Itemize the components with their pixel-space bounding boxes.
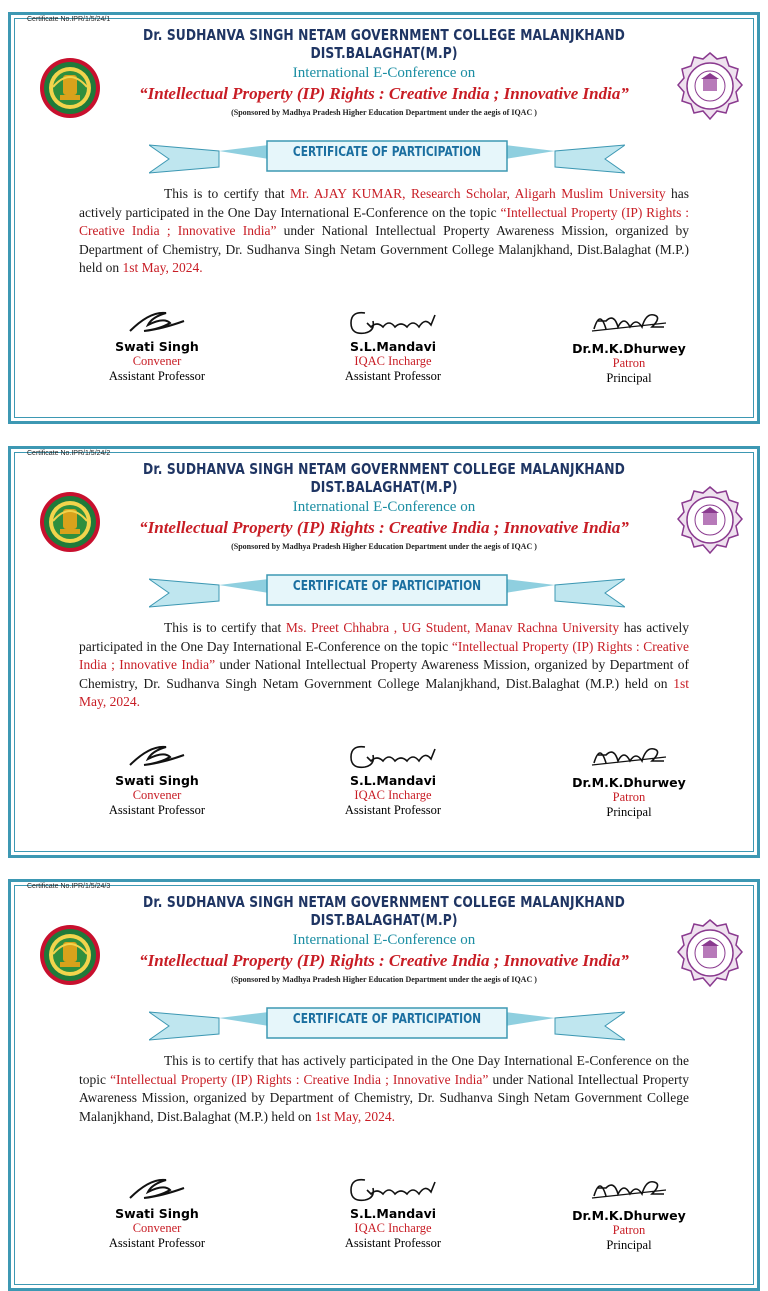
event-date: 1st May, 2024. xyxy=(122,260,203,275)
certificate-title: CERTIFICATE OF PARTICIPATION xyxy=(292,579,482,594)
signatory-designation: Principal xyxy=(606,371,652,385)
certificate-2 xyxy=(8,446,760,858)
certificate-number: Certificate No.IPR/1/5/24/3 xyxy=(27,883,111,890)
conference-line: International E-Conference on xyxy=(292,932,476,948)
participant-name: Ms. Preet Chhabra , xyxy=(285,620,398,635)
signatory-designation: Principal xyxy=(606,805,652,819)
topic-text: “Intellectual Property (IP) Rights : Creative India ; Innovative India” xyxy=(110,1071,489,1087)
signatory-designation: Assistant Professor xyxy=(344,369,442,383)
signatory-iqac xyxy=(303,739,483,818)
conference-theme: “Intellectual Property (IP) Rights : Creative India ; Innovative India” xyxy=(139,951,629,970)
signatory-patron xyxy=(539,739,719,820)
signatory-designation: Assistant Professor xyxy=(344,803,442,817)
signatory-patron xyxy=(539,305,719,386)
signatory-role: Convener xyxy=(132,788,182,802)
mission-text: under National Intellectual Property Awareness Mission, organized by Department of Chemistry, Dr. Sudhanva Singh Netam Government College Malanjkhand, Dist.Balaghat (M.P.) held on xyxy=(79,223,690,275)
signatory-designation: Assistant Professor xyxy=(108,369,206,383)
signatory-convener xyxy=(67,1172,247,1251)
certificate-number: Certificate No.IPR/1/5/24/2 xyxy=(27,450,111,457)
certificate-title: CERTIFICATE OF PARTICIPATION xyxy=(292,1012,482,1027)
signatory-iqac xyxy=(303,1172,483,1251)
signature-icon xyxy=(345,305,441,339)
signatory-name: S.L.Mandavi xyxy=(349,339,437,354)
intro-text: This is to certify that xyxy=(164,620,282,635)
signature-icon xyxy=(122,1172,192,1206)
signatory-role: IQAC Incharge xyxy=(354,1221,432,1235)
topic-text: “Intellectual Property (IP) Rights : Creative India ; Innovative India” xyxy=(79,638,690,672)
signatory-role: Convener xyxy=(132,354,182,368)
signature-icon xyxy=(345,739,441,773)
signatory-role: Patron xyxy=(612,356,646,370)
event-date: 1st May, 2024. xyxy=(79,675,690,709)
signatory-name: Dr.M.K.Dhurwey xyxy=(572,775,686,790)
signatory-role: IQAC Incharge xyxy=(354,354,432,368)
certificate-number: Certificate No.IPR/1/5/24/1 xyxy=(27,16,111,23)
intro-text: This is to certify that xyxy=(164,186,285,201)
signatory-name: Dr.M.K.Dhurwey xyxy=(572,1208,686,1223)
signature-icon xyxy=(122,305,192,339)
sponsor-note: (Sponsored by Madhya Pradesh Higher Education Department under the aegis of IQAC ) xyxy=(231,975,537,984)
mission-text: under National Intellectual Property Awareness Mission, organized by Department of Chemistry, Dr. Sudhanva Singh Netam Government College Malanjkhand, Dist.Balaghat (M.P.) held on xyxy=(79,657,690,691)
participation-text: has actively participated in the One Day International E-Conference on the topic xyxy=(79,1053,689,1087)
participant-detail: UG Student, Manav Rachna University xyxy=(401,620,620,635)
signatory-name: S.L.Mandavi xyxy=(349,1206,437,1221)
signatory-designation: Assistant Professor xyxy=(108,1236,206,1250)
signature-icon xyxy=(584,305,674,337)
certificate-body xyxy=(79,619,689,712)
signatory-name: Swati Singh xyxy=(115,339,199,354)
signatory-designation: Assistant Professor xyxy=(108,803,206,817)
signatory-name: Dr.M.K.Dhurwey xyxy=(572,341,686,356)
sponsor-note: (Sponsored by Madhya Pradesh Higher Education Department under the aegis of IQAC ) xyxy=(231,542,537,551)
signature-icon xyxy=(584,739,674,771)
conference-theme: “Intellectual Property (IP) Rights : Creative India ; Innovative India” xyxy=(139,518,629,537)
college-name: Dr. SUDHANVA SINGH NETAM GOVERNMENT COLLEGE MALANJKHAND DIST.BALAGHAT(M.P) xyxy=(143,893,625,929)
signatory-role: Patron xyxy=(612,790,646,804)
signatory-role: Patron xyxy=(612,1223,646,1237)
conference-line: International E-Conference on xyxy=(292,499,476,515)
certificate-title: CERTIFICATE OF PARTICIPATION xyxy=(292,145,482,160)
event-date: 1st May, 2024. xyxy=(314,1108,395,1124)
signature-icon xyxy=(584,1172,674,1204)
signatory-designation: Assistant Professor xyxy=(344,1236,442,1250)
sponsor-note: (Sponsored by Madhya Pradesh Higher Education Department under the aegis of IQAC ) xyxy=(231,108,537,117)
signatory-name: Swati Singh xyxy=(115,1206,199,1221)
conference-line: International E-Conference on xyxy=(292,65,476,81)
certificate-1 xyxy=(8,12,760,424)
participant-name: Mr. AJAY KUMAR, xyxy=(289,186,406,201)
signatory-convener xyxy=(67,739,247,818)
signatory-designation: Principal xyxy=(606,1238,652,1252)
signatory-name: Swati Singh xyxy=(115,773,199,788)
certificate-body xyxy=(79,1052,689,1126)
signatory-name: S.L.Mandavi xyxy=(349,773,437,788)
college-name: Dr. SUDHANVA SINGH NETAM GOVERNMENT COLLEGE MALANJKHAND DIST.BALAGHAT(M.P) xyxy=(143,26,625,62)
signatory-convener xyxy=(67,305,247,384)
mission-text: under National Intellectual Property Awareness Mission, organized by Department of Chemistry, Dr. Sudhanva Singh Netam Government College Malanjkhand, Dist.Balaghat (M.P.) held on xyxy=(79,1071,690,1124)
signature-icon xyxy=(345,1172,441,1206)
college-name: Dr. SUDHANVA SINGH NETAM GOVERNMENT COLLEGE MALANJKHAND DIST.BALAGHAT(M.P) xyxy=(143,460,625,496)
signature-icon xyxy=(122,739,192,773)
signatory-role: Convener xyxy=(132,1221,182,1235)
participation-text: has actively participated in the One Day International E-Conference on the topic xyxy=(79,186,690,220)
certificate-3 xyxy=(8,879,760,1291)
topic-text: “Intellectual Property (IP) Rights : Creative India ; Innovative India” xyxy=(79,204,689,238)
intro-text: This is to certify that xyxy=(164,1053,278,1068)
conference-theme: “Intellectual Property (IP) Rights : Creative India ; Innovative India” xyxy=(139,84,629,103)
participation-text: has actively participated in the One Day International E-Conference on the topic xyxy=(79,620,690,654)
participant-detail: Research Scholar, Aligarh Muslim University xyxy=(410,186,666,201)
signatory-role: IQAC Incharge xyxy=(354,788,432,802)
signatory-patron xyxy=(539,1172,719,1253)
signatory-iqac xyxy=(303,305,483,384)
certificate-body xyxy=(79,185,689,278)
